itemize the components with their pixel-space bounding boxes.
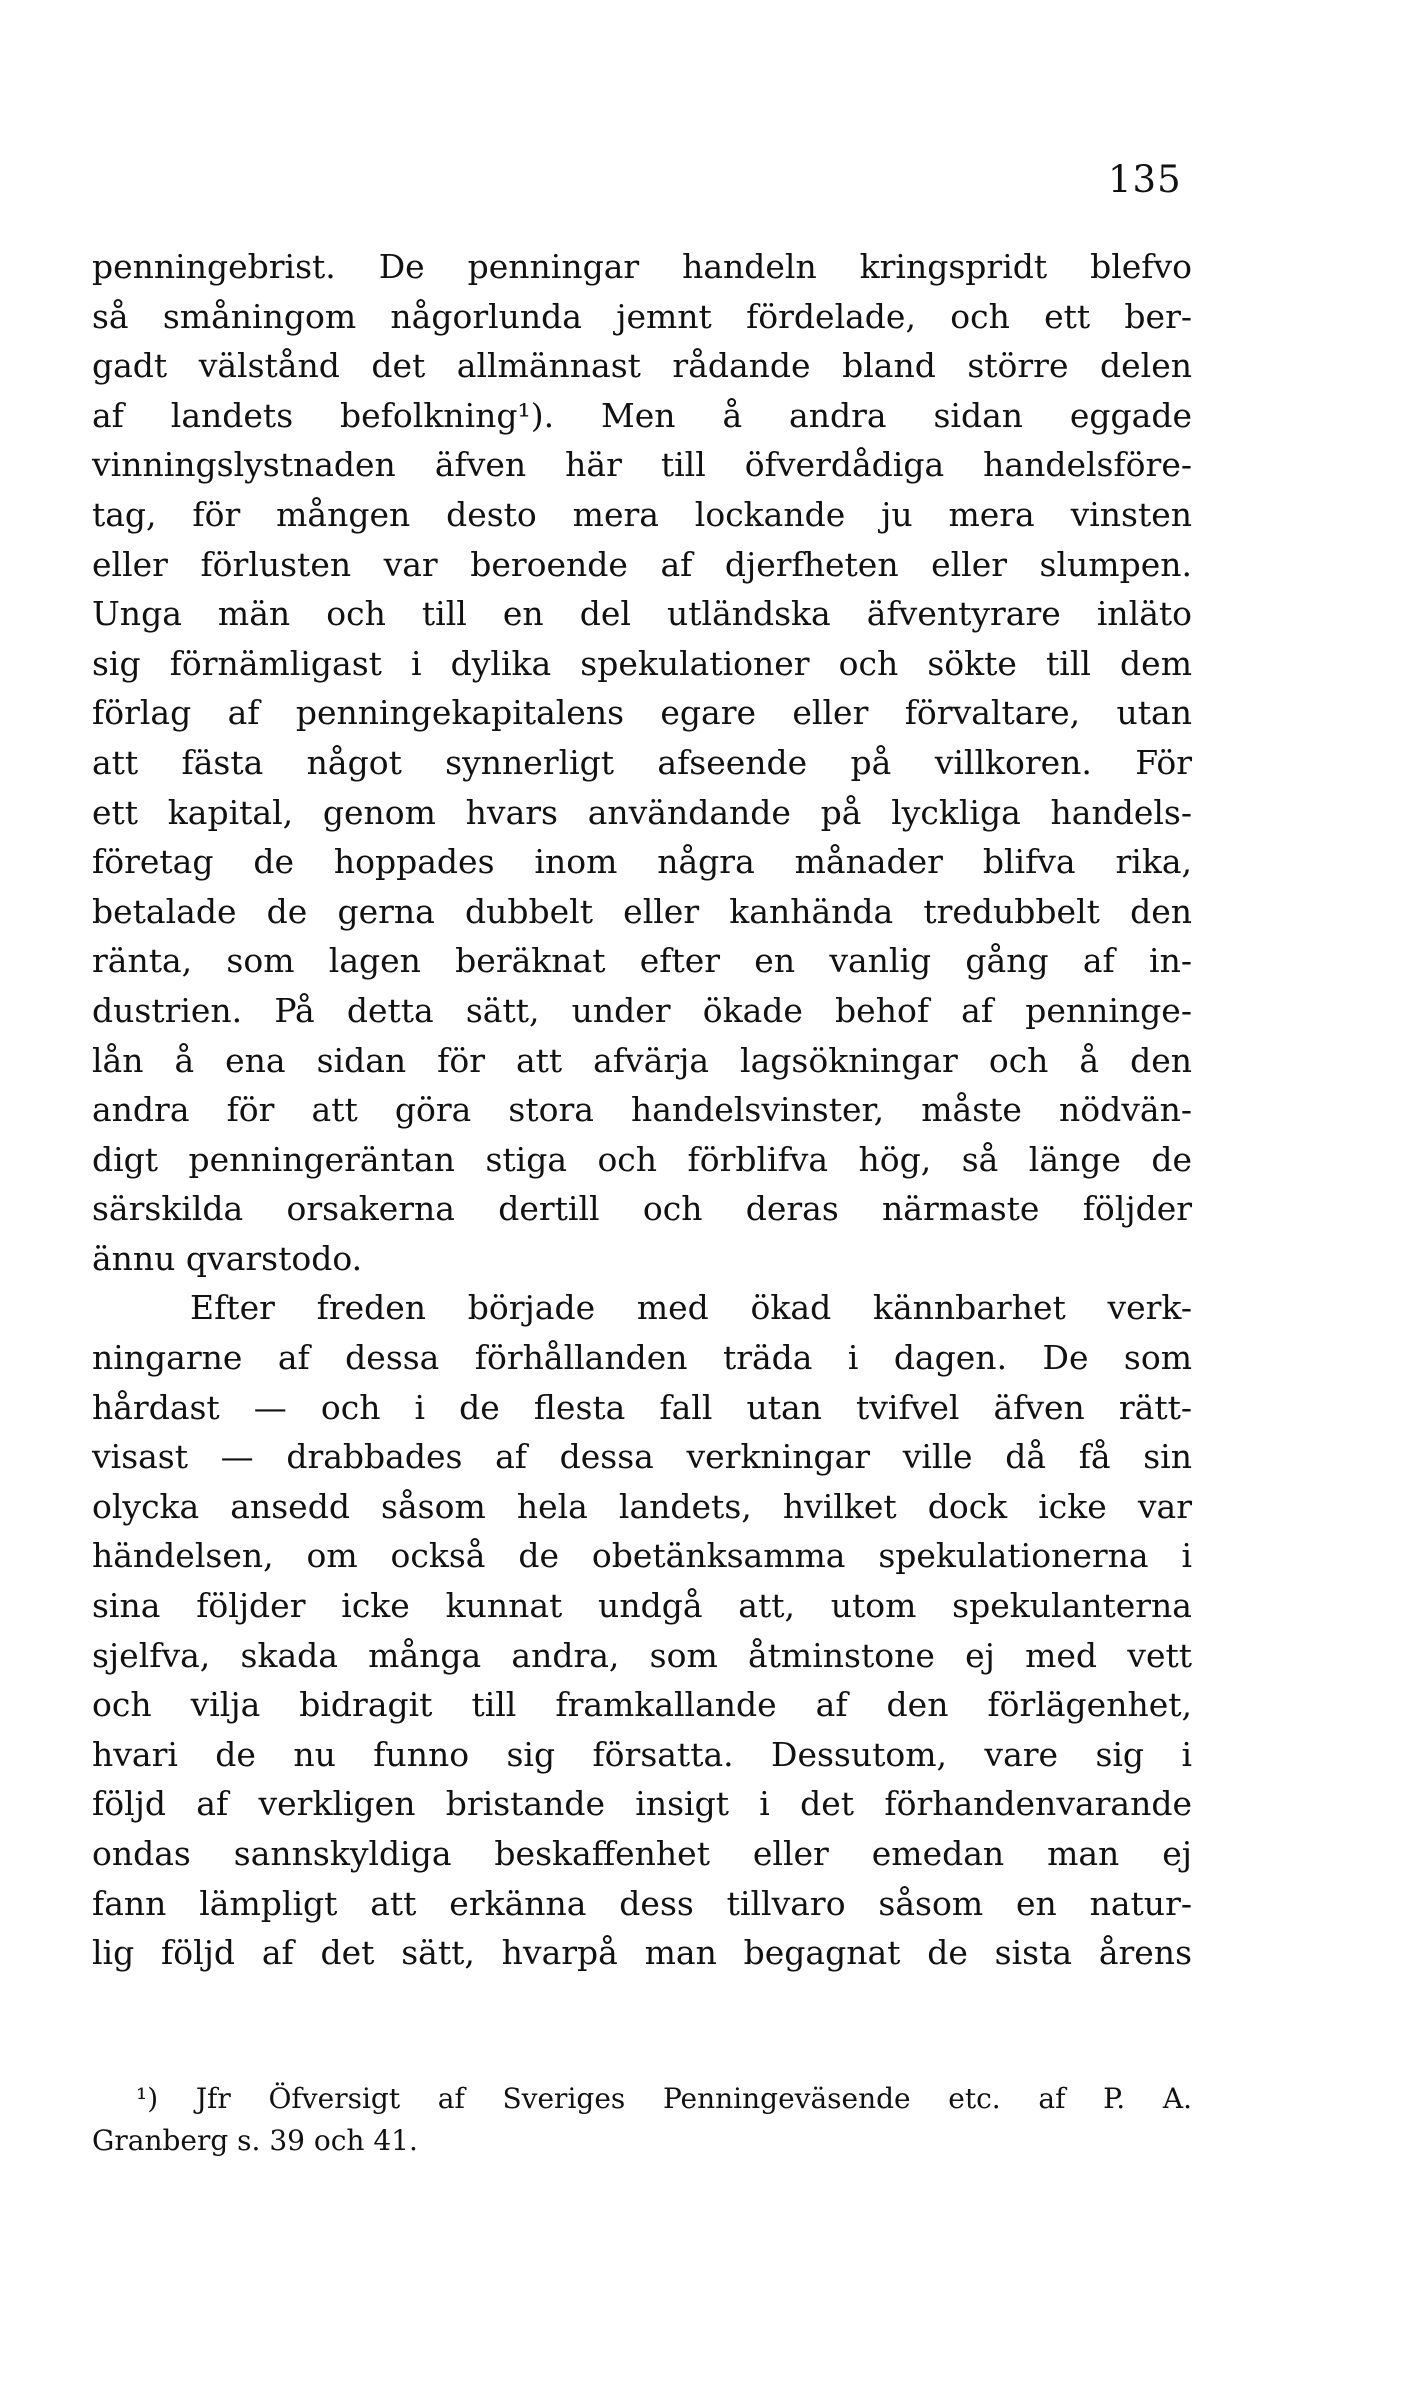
text-line: händelsen, om också de obetänksamma spekulationerna i <box>92 1536 1192 1576</box>
text-line: Efter freden började med ökad kännbarhet verk- <box>190 1288 1192 1328</box>
text-line: särskilda orsakerna dertill och deras närmaste följder <box>92 1189 1192 1229</box>
body-text <box>92 242 1192 1978</box>
text-line: ett kapital, genom hvars användande på lyckliga handels- <box>92 792 1192 832</box>
text-line: förlag af penningekapitalens egare eller förvaltare, utan <box>92 693 1192 733</box>
text-line: visast — drabbades af dessa verkningar ville då få sin <box>92 1437 1192 1477</box>
text-line: eller förlusten var beroende af djerfheten eller slumpen. <box>92 544 1192 584</box>
text-line: ränta, som lagen beräknat efter en vanlig gång af in- <box>92 941 1192 981</box>
text-line: af landets befolkning¹). Men å andra sidan eggade <box>92 395 1192 435</box>
text-line: ännu qvarstodo. <box>92 1238 363 1278</box>
text-line: så småningom någorlunda jemnt fördelade, och ett ber- <box>92 296 1192 336</box>
footnote <box>92 2078 1192 2162</box>
text-line: ningarne af dessa förhållanden träda i dagen. De som <box>92 1338 1192 1378</box>
footnote-line: Granberg s. 39 och 41. <box>92 2124 418 2157</box>
text-line: vinningslystnaden äfven här till öfverdådiga handelsföre- <box>92 445 1192 485</box>
text-line: följd af verkligen bristande insigt i det förhandenvarande <box>92 1784 1192 1824</box>
text-line: gadt välstånd det allmännast rådande bland större delen <box>92 346 1192 386</box>
text-line: sjelfva, skada många andra, som åtminstone ej med vett <box>92 1635 1192 1675</box>
text-line: penningebrist. De penningar handeln kringspridt blefvo <box>92 247 1192 286</box>
text-line: hårdast — och i de flesta fall utan tvifvel äfven rätt- <box>92 1387 1192 1427</box>
text-line: att fästa något synnerligt afseende på villkoren. För <box>92 742 1192 782</box>
text-line: betalade de gerna dubbelt eller kanhända tredubbelt den <box>92 891 1192 931</box>
text-line: ondas sannskyldiga beskaffenhet eller emedan man ej <box>92 1834 1192 1873</box>
text-line: hvari de nu funno sig försatta. Dessutom, vare sig i <box>92 1734 1192 1774</box>
text-line: lig följd af det sätt, hvarpå man begagnat de sista årens <box>92 1933 1192 1973</box>
footnote-line: ¹) Jfr Öfversigt af Sveriges Penningeväsende etc. af P. A. <box>136 2082 1192 2115</box>
text-line: företag de hoppades inom några månader blifva rika, <box>92 842 1192 882</box>
text-line: sig förnämligast i dylika spekulationer och sökte till dem <box>92 643 1192 683</box>
text-line: lån å ena sidan för att afvärja lagsökningar och å den <box>92 1040 1192 1080</box>
text-line: och vilja bidragit till framkallande af den förlägenhet, <box>92 1685 1192 1725</box>
page-number: 135 <box>1108 158 1182 201</box>
text-line: digt penningeräntan stiga och förblifva hög, så länge de <box>92 1139 1192 1179</box>
text-line: dustrien. På detta sätt, under ökade behof af penninge- <box>92 990 1192 1030</box>
text-line: Unga män och till en del utländska äfventyrare inläto <box>92 594 1192 634</box>
text-line: sina följder icke kunnat undgå att, utom spekulanterna <box>92 1586 1192 1626</box>
text-line: andra för att göra stora handelsvinster, måste nödvän- <box>92 1090 1192 1130</box>
text-line: tag, för mången desto mera lockande ju mera vinsten <box>92 494 1192 534</box>
text-line: fann lämpligt att erkänna dess tillvaro såsom en natur- <box>92 1883 1192 1923</box>
text-line: olycka ansedd såsom hela landets, hvilket dock icke var <box>92 1486 1192 1526</box>
